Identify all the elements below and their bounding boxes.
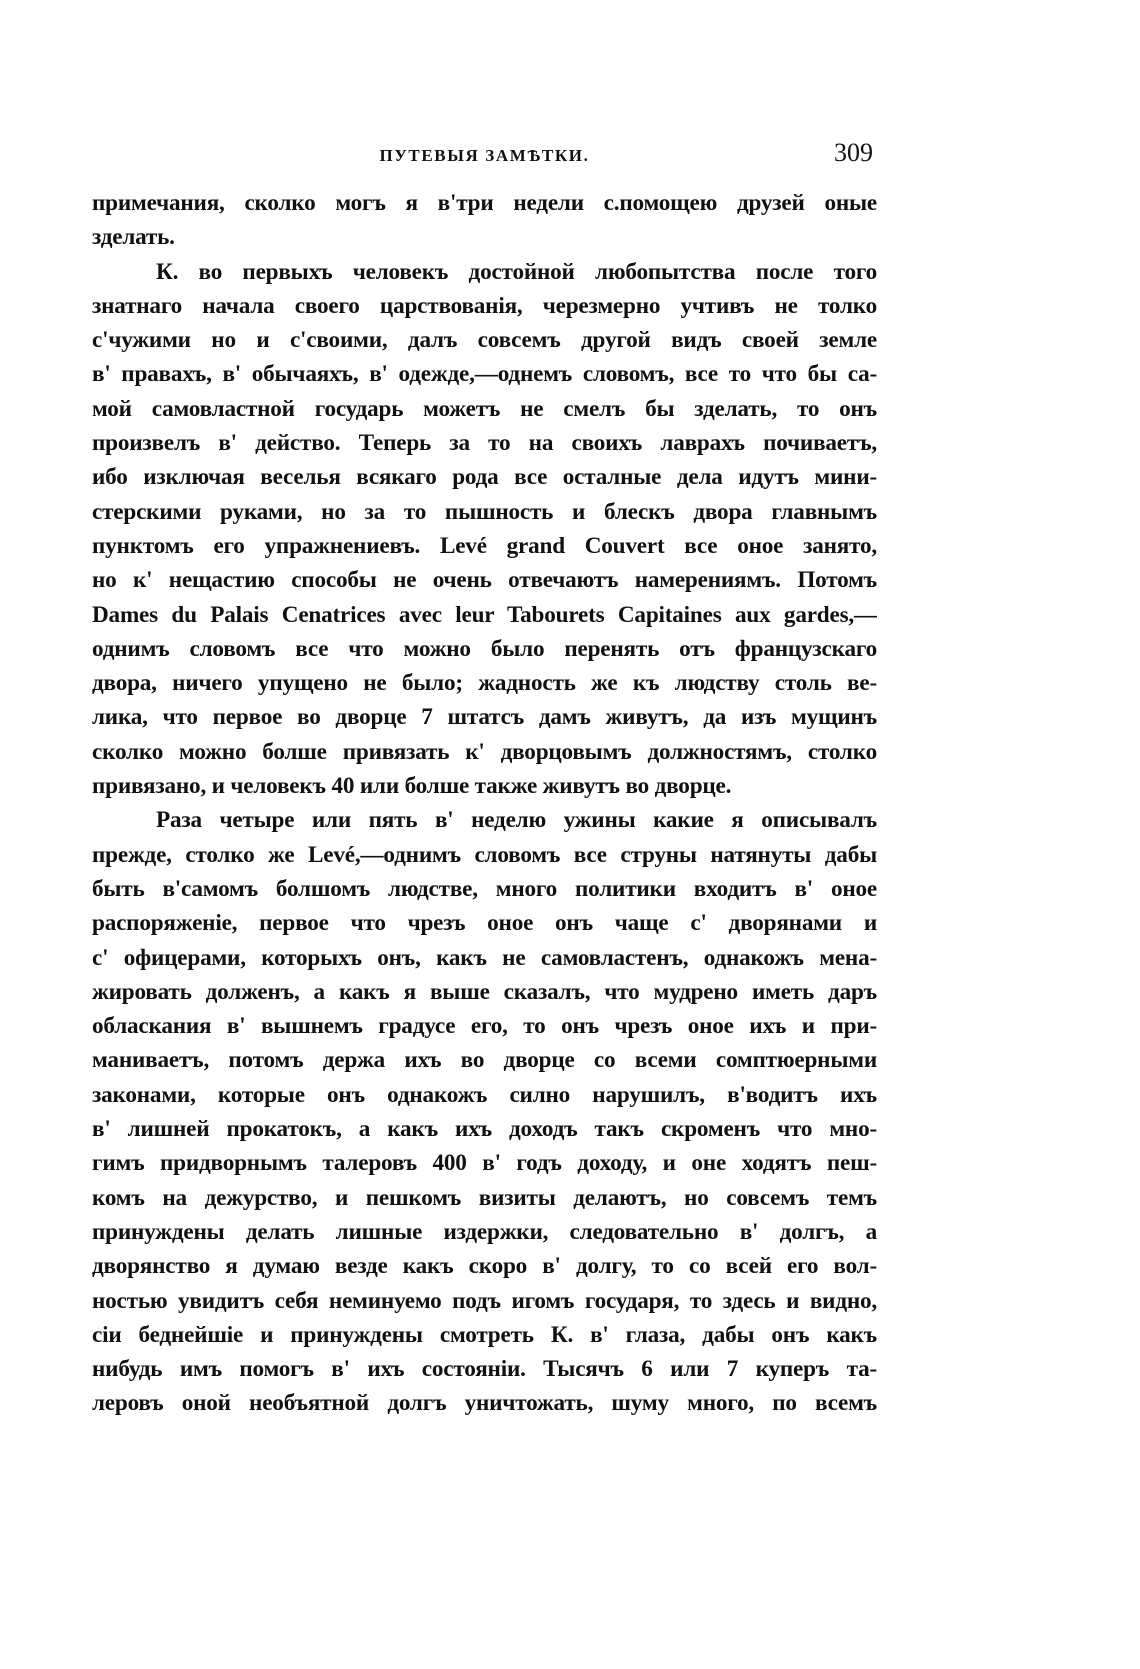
text-line: обласкания в' вышнемъ градусе его, то онъ чрезъ оное ихъ и при- bbox=[92, 1013, 877, 1040]
text-line: распоряженіе, первое что чрезъ оное онъ чаще с' дворянами и bbox=[92, 910, 877, 937]
text-line: лика, что первое во дворце 7 штатсъ дамъ живутъ, да изъ мущинъ bbox=[92, 704, 877, 731]
text-line: в' лишней прокатокъ, а какъ ихъ доходъ такъ скроменъ что мно- bbox=[92, 1116, 877, 1143]
text-line: пунктомъ его упражнениевъ. Levé grand Couvert все оное занято, bbox=[92, 532, 877, 559]
text-line: комъ на дежурство, и пешкомъ визиты делаютъ, но совсемъ темъ bbox=[92, 1184, 877, 1211]
text-line: стерскими руками, но за то пышность и блескъ двора главнымъ bbox=[92, 498, 877, 525]
text-line: дворянство я думаю везде какъ скоро в' долгу, то со всей его вол- bbox=[92, 1253, 877, 1280]
body-text bbox=[92, 186, 877, 1421]
text-line: Dames du Palais Cenatrices avec leur Tabourets Capitaines aux gardes,— bbox=[92, 601, 877, 628]
text-line: сколко можно болше привязать к' дворцовымъ должностямъ, столко bbox=[92, 738, 877, 765]
text-line: нибудь имъ помогъ в' ихъ состояніи. Тысячъ 6 или 7 куперъ та- bbox=[92, 1356, 877, 1383]
text-line: мой самовластной государь можетъ не смелъ бы зделать, то онъ bbox=[92, 395, 877, 422]
text-line: ностью увидитъ себя неминуемо подъ игомъ государя, то здесь и видно, bbox=[92, 1287, 877, 1314]
text-line: двора, ничего упущено не было; жадность же къ людству столь ве- bbox=[92, 670, 877, 697]
text-line: леровъ оной необъятной долгъ уничтожать, шуму много, по всемъ bbox=[92, 1390, 877, 1417]
text-line: К. во первыхъ человекъ достойной любопытства после того bbox=[156, 258, 877, 285]
text-line: однимъ словомъ все что можно было перенять отъ французскаго bbox=[92, 635, 877, 662]
text-line: с' офицерами, которыхъ онъ, какъ не самовластенъ, однакожъ мена- bbox=[92, 944, 877, 971]
page-header bbox=[92, 138, 877, 178]
text-line: Раза четыре или пять в' неделю ужины какие я описывалъ bbox=[156, 807, 877, 834]
text-line: привязано, и человекъ 40 или болше также живутъ во дворце. bbox=[92, 773, 732, 800]
text-line: с'чужими но и с'своими, далъ совсемъ другой видъ своей земле bbox=[92, 327, 877, 354]
page-number: 309 bbox=[834, 138, 873, 167]
text-line: в' правахъ, в' обычаяхъ, в' одежде,—однемъ словомъ, все то что бы са- bbox=[92, 361, 877, 388]
text-line: знатнаго начала своего царствованія, черезмерно учтивъ не толко bbox=[92, 292, 877, 319]
running-title: ПУТЕВЫЯ ЗАМѢТКИ. bbox=[379, 146, 590, 165]
text-line: законами, которые онъ однакожъ силно нарушилъ, в'водитъ ихъ bbox=[92, 1081, 877, 1108]
text-line: но к' нещастию способы не очень отвечаютъ намерениямъ. Потомъ bbox=[92, 567, 877, 594]
text-line: жировать долженъ, а какъ я выше сказалъ, что мудрено иметь даръ bbox=[92, 978, 877, 1005]
text-line: быть в'самомъ болшомъ людстве, много политики входитъ в' оное bbox=[92, 875, 877, 902]
text-line: принуждены делать лишные издержки, следовательно в' долгъ, а bbox=[92, 1218, 877, 1245]
text-line: маниваетъ, потомъ держа ихъ во дворце со всеми сомптюерными bbox=[92, 1047, 877, 1074]
text-line: произвелъ в' действо. Теперь за то на своихъ лаврахъ почиваетъ, bbox=[92, 430, 877, 457]
text-line: зделать. bbox=[92, 224, 175, 251]
text-line: сіи беднейшіе и принуждены смотреть К. в' глаза, дабы онъ какъ bbox=[92, 1321, 877, 1348]
text-line: ибо изключая веселья всякаго рода все осталные дела идутъ мини- bbox=[92, 464, 877, 491]
text-line: гимъ придворнымъ талеровъ 400 в' годъ доходу, и оне ходятъ пеш- bbox=[92, 1150, 877, 1177]
text-line: примечания, сколко могъ я в'три недели с.помощею друзей оные bbox=[92, 190, 877, 216]
text-line: прежде, столко же Levé,—однимъ словомъ все струны натянуты дабы bbox=[92, 841, 877, 868]
